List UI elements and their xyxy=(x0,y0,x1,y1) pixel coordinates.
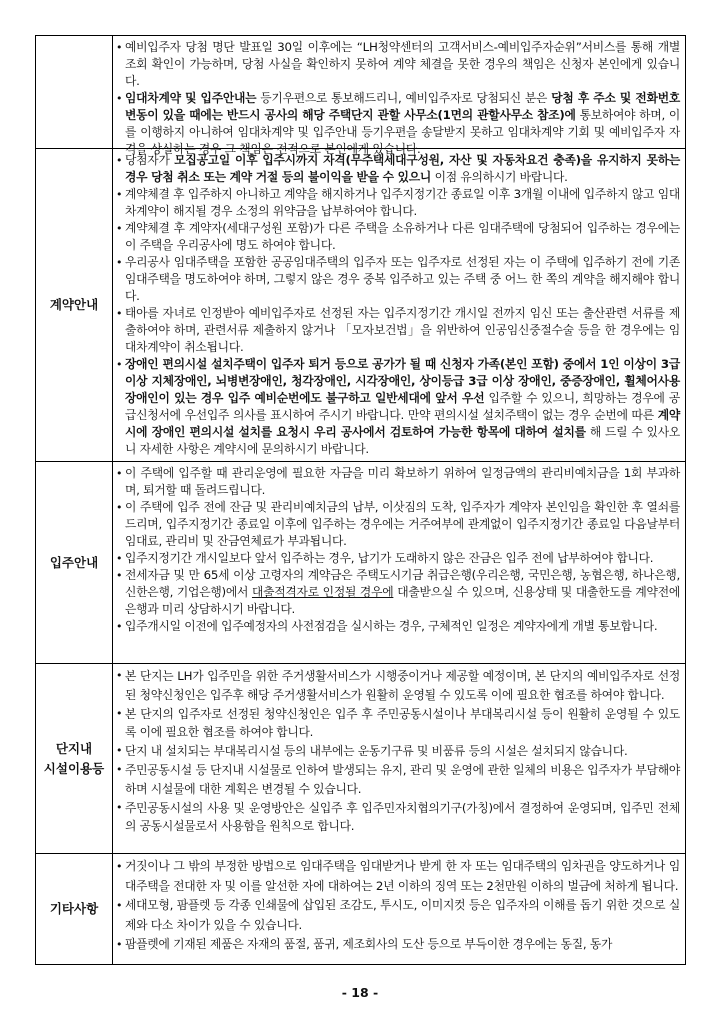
body-text: 거짓이나 그 밖의 부정한 방법으로 임대주택을 임대받거나 받게 한 자 또는 임대주택의 임차권을 양도하거나 임대주택을 전대한 자 및 이를 알선한 자에 대하여는 2년 이하의 징역 또는 2천만원 이하의 벌금에 처하게 됩니다. xyxy=(125,859,680,893)
bullet-item xyxy=(116,356,680,458)
section-label xyxy=(36,462,113,663)
bullet-item xyxy=(116,667,680,705)
body-text: 해 드릴 수 있사오니 자세한 사항은 계약시에 문의하시기 바랍니다. xyxy=(125,425,680,456)
body-text: 이 주택에 입주할 때 관리운영에 필요한 자금을 미리 확보하기 위하여 일정금액의 관리비예치금을 1회 부과하며, 퇴거할 때 돌려드립니다. xyxy=(125,466,680,497)
bullet-icon: • xyxy=(116,762,123,776)
bullet-item xyxy=(116,857,680,896)
bullet-icon: • xyxy=(116,92,123,105)
bullet-icon: • xyxy=(116,501,123,514)
body-text: 본 단지의 입주자로 선정된 청약신청인은 입주 후 주민공동시설이나 부대복리시설 등이 원활히 운영될 수 있도록 이에 필요한 협조를 하여야 합니다. xyxy=(125,706,680,740)
body-text: 단지 내 설치되는 부대복리시설 등의 내부에는 운동기구류 및 비품류 등의 시설은 설치되지 않습니다. xyxy=(125,744,628,759)
bold-text: 모집공고일 이후 입주시까지 자격(무주택세대구성원, 자산 및 자동차요건 충족)을 유지하지 못하는 경우 당첨 취소 또는 계약 거절 등의 불이익을 받을 수 있으니 xyxy=(125,153,681,184)
bold-text: 계약시에 장애인 편의시설 설치를 요청시 우리 공사에서 검토하여 가능한 항목에 대하여 설치를 xyxy=(125,408,680,439)
section-label-line: 시설이용등 xyxy=(43,760,105,776)
body-text: 계약체결 후 계약자(세대구성원 포함)가 다른 주택을 소유하거나 다른 임대주택에 당첨되어 입주하는 경우에는 이 주택을 우리공사에 명도 하여야 합니다. xyxy=(125,221,680,252)
bullet-item xyxy=(116,896,680,935)
bold-text: 장애인 편의시설 설치주택이 입주자 퇴거 등으로 공가가 될 때 신청자 가족(본인 포함) 중에서 1인 이상이 3급 이상 지체장애인, 뇌병변장애인, 청각장애인, 시각장애인, 상이등급 3급 이상 장애인, 중증장애인, 휠체어사용 장애인이 있는 경우 입주 예비순번에도 불구하고 일반세대에 앞서 우선 xyxy=(125,357,680,405)
bullet-icon: • xyxy=(116,358,123,371)
bullet-item xyxy=(116,567,680,618)
body-text: 계약체결 후 입주하지 아니하고 계약을 해지하거나 입주지정기간 종료일 이후 3개월 이내에 입주하지 않고 임대차계약이 해지될 경우 소정의 위약금을 납부하여야 합니다. xyxy=(125,187,680,218)
body-text: 주민공동시설 등 단지내 시설물로 인하여 발생되는 유지, 관리 및 운영에 관한 일체의 비용은 입주자가 부담해야 하며 시설물에 대한 계획은 변경될 수 있습니다. xyxy=(125,762,680,796)
body-text: 팜플렛에 기재된 제품은 자재의 품절, 품귀, 제조회사의 도산 등으로 부득이한 경우에는 동질, 동가 xyxy=(125,937,613,951)
body-text: 전세자금 및 만 65세 이상 고령자의 계약금은 주택도시기금 취급은행(우리은행, 국민은행, 농협은행, 하나은행, 신한은행, 기업은행)에서 xyxy=(125,568,680,599)
section-content xyxy=(113,36,685,156)
bullet-icon: • xyxy=(116,899,123,912)
bullet-icon: • xyxy=(116,188,123,201)
bullet-icon: • xyxy=(116,800,123,814)
bullet-item xyxy=(116,152,680,186)
body-text: 입주개시일 이전에 입주예정자의 사전점검을 실시하는 경우, 구체적인 일정은 계약자에게 개별 통보합니다. xyxy=(125,619,658,633)
bullet-icon: • xyxy=(116,669,123,682)
bullet-item xyxy=(116,499,680,550)
bullet-item xyxy=(116,39,680,90)
bullet-icon: • xyxy=(116,860,123,873)
bold-text: 당첨 후 주소 및 전화번호 변동이 있을 때에는 반드시 공사의 해당 주택단지 관할 사무소(1면의 관할사무소 참조)에 xyxy=(125,91,681,122)
table-row xyxy=(36,853,685,964)
bullet-icon: • xyxy=(116,620,123,633)
bullet-item xyxy=(116,90,680,158)
body-text: 태아를 자녀로 인정받아 예비입주자로 선정된 자는 입주지정기간 개시일 전까지 임신 또는 출산관련 서류를 제출하여야 하며, 관련서류 제출하지 않거나 「모자보건법」을 위반하여 인공임신중절수술 등을 한 경우에는 임대차계약이 취소됩니다. xyxy=(125,306,680,354)
bullet-icon: • xyxy=(116,744,123,758)
section-label xyxy=(36,36,113,148)
bullet-icon: • xyxy=(116,552,123,565)
bullet-item xyxy=(116,705,680,743)
bullet-item xyxy=(116,254,680,305)
body-text: 당첨자가 xyxy=(125,153,175,167)
bullet-icon: • xyxy=(116,938,123,951)
body-text: 입주지정기간 개시일보다 앞서 입주하는 경우, 납기가 도래하지 않은 잔금은 입주 전에 납부하여야 합니다. xyxy=(125,551,654,565)
body-text: 주민공동시설의 사용 및 운영방안은 실입주 후 입주민자치협의기구(가칭)에서 결정하여 운영되며, 입주민 전체의 공동시설물로서 사용함을 원칙으로 합니다. xyxy=(125,800,680,834)
notice-table xyxy=(35,35,686,965)
table-row xyxy=(36,148,685,461)
bullet-item xyxy=(116,550,680,567)
page-number: - 18 - xyxy=(341,985,379,1000)
section-label-line: 계약안내 xyxy=(49,297,99,312)
bullet-item xyxy=(116,935,680,955)
bullet-item xyxy=(116,220,680,254)
body-text: 통보하여야 하며, 이를 이행하지 아니하여 임대차계약 및 입주안내 등기우편을 송달받지 못하고 임대차계약 기회 및 예비입주자 자격을 상실하는 경우 그 책임은 전적으로 본인에게 있습니다. xyxy=(125,108,681,156)
bullet-item xyxy=(116,742,680,761)
bullet-item xyxy=(116,761,680,799)
bullet-item xyxy=(116,465,680,499)
body-text: 세대모형, 팜플렛 등 각종 인쇄물에 삽입된 조감도, 투시도, 이미지컷 등은 입주자의 이해를 돕기 위한 것으로 실제와 다소 차이가 있을 수 있습니다. xyxy=(125,898,680,932)
body-text: 예비입주자 당첨 명단 발표일 30일 이후에는 “LH청약센터의 고객서비스-예비입주자순위”서비스를 통해 개별조회 확인이 가능하며, 당첨 사실을 확인하지 못하여 계약 체결을 못한 경우의 책임은 신청자 본인에게 있습니다. xyxy=(125,40,680,88)
body-text: 이 주택에 입주 전에 잔금 및 관리비예치금의 납부, 이삿짐의 도착, 입주자가 계약자 본인임을 확인한 후 열쇠를 드리며, 입주지정기간 종료일 이후에 입주하는 경우에는 거주여부에 관계없이 입주지정기간 종료일 다음날부터 임대료, 관리비 및 잔금연체료가 부과됩니다. xyxy=(125,500,680,548)
bullet-item xyxy=(116,186,680,220)
section-label xyxy=(36,854,113,964)
bullet-icon: • xyxy=(116,569,123,582)
bullet-icon: • xyxy=(116,307,123,320)
bullet-icon: • xyxy=(116,41,123,54)
section-label xyxy=(36,664,113,853)
body-text: 등기우편으로 통보해드리니, 예비입주자로 당첨되신 분은 xyxy=(256,91,552,105)
section-content xyxy=(113,462,685,663)
underlined-text: 대출적격자로 인정될 경우에 xyxy=(251,585,394,599)
bullet-icon: • xyxy=(116,256,123,269)
bullet-item xyxy=(116,799,680,837)
bullet-item xyxy=(116,305,680,356)
bullet-icon: • xyxy=(116,154,123,167)
body-text: 우리공사 임대주택을 포함한 공공임대주택의 입주자 또는 입주자로 선정된 자는 이 주택에 입주하기 전에 기존 임대주택을 명도하여야 하며, 그렇지 않은 경우 중복 입주하고 있는 주택 중 어느 한 쪽의 계약을 해지해야 합니다. xyxy=(125,255,680,303)
table-row xyxy=(36,461,685,663)
bullet-icon: • xyxy=(116,222,123,235)
section-label-line: 단지내 xyxy=(55,740,93,756)
body-text: 입주할 수 있으니, 희망하는 경우에 공급신청서에 우선입주 의사를 표시하여 주시기 바랍니다. 만약 편의시설 설치주택이 없는 경우 순번에 따른 xyxy=(125,391,680,422)
section-label-line: 입주안내 xyxy=(49,554,99,570)
section-label xyxy=(36,149,113,461)
bold-text: 임대차계약 및 입주안내는 xyxy=(125,91,257,105)
section-label-line: 기타사항 xyxy=(49,901,99,916)
table-row xyxy=(36,663,685,853)
body-text: 본 단지는 LH가 입주민을 위한 주거생활서비스가 시행중이거나 제공할 예정이며, 본 단지의 예비입주자로 선정된 청약신청인은 입주후 해당 주거생활서비스가 원활히 운영될 수 있도록 이에 필요한 협조를 하여야 합니다. xyxy=(125,669,681,702)
bullet-icon: • xyxy=(116,706,123,720)
body-text: 대출받으실 수 있으며, 신용상태 및 대출한도를 계약전에 은행과 미리 상담하시기 바랍니다. xyxy=(125,585,680,616)
body-text: 이점 유의하시기 바랍니다. xyxy=(431,170,568,184)
section-content xyxy=(113,664,685,853)
bullet-icon: • xyxy=(116,467,123,480)
bullet-item xyxy=(116,618,680,635)
section-content xyxy=(113,149,685,461)
table-row xyxy=(36,36,685,156)
section-content xyxy=(113,854,685,964)
